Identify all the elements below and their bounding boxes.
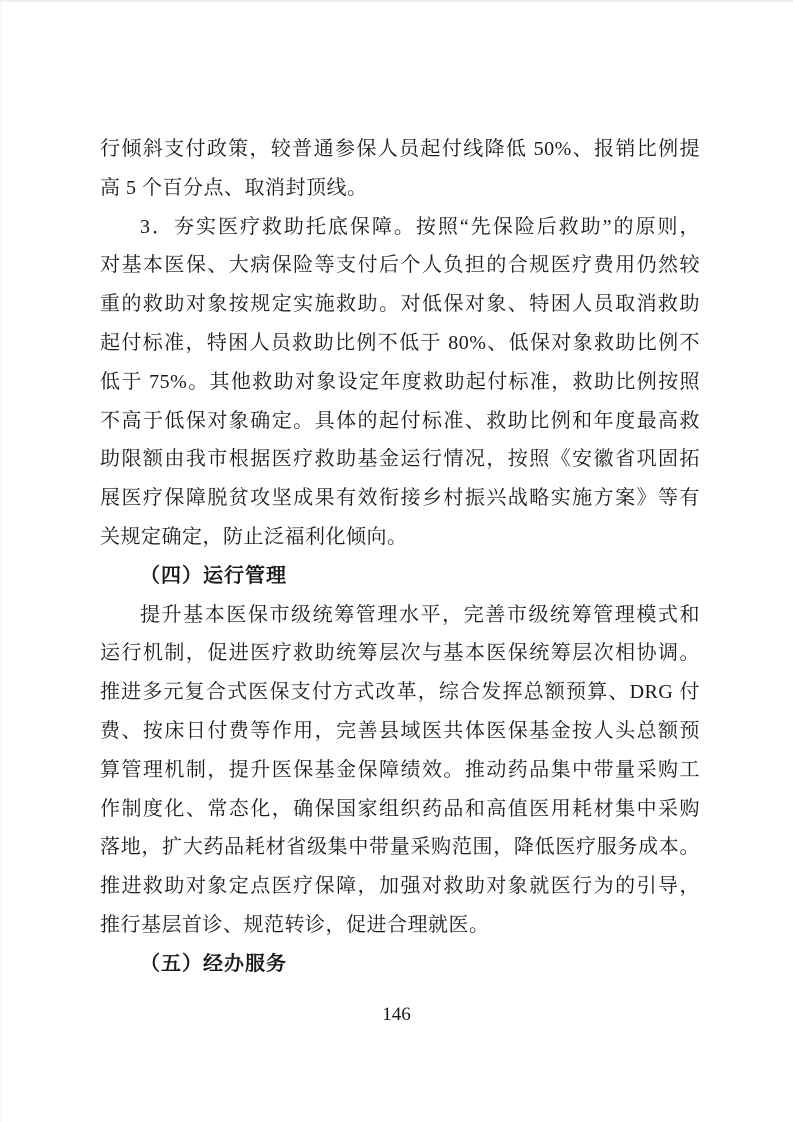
text-line: 不高于低保对象确定。具体的起付标准、救助比例和年度最高救 — [100, 409, 700, 432]
section-heading: （五）经办服务 — [140, 952, 287, 975]
text-line: 落地，扩大药品耗材省级集中带量采购范围，降低医疗服务成本。 — [100, 836, 700, 859]
text-line: 行倾斜支付政策，较普通参保人员起付线降低 50%、报销比例提 — [100, 138, 700, 160]
text-line: 高 5 个百分点、取消封顶线。 — [100, 176, 368, 199]
text-line: 推进多元复合式医保支付方式改革，综合发挥总额预算、DRG 付 — [100, 681, 700, 704]
text-line: 关规定确定，防止泛福利化倾向。 — [100, 525, 408, 548]
document-body — [100, 130, 700, 984]
text-line: 运行机制，促进医疗救助统筹层次与基本医保统筹层次相协调。 — [100, 642, 700, 665]
text-line: 对基本医保、大病保险等支付后个人负担的合规医疗费用仍然较 — [100, 254, 700, 277]
text-line: 提升基本医保市级统筹管理水平，完善市级统筹管理模式和 — [140, 603, 700, 626]
text-line: 推进救助对象定点医疗保障，加强对救助对象就医行为的引导， — [100, 875, 700, 898]
section-heading: （四）运行管理 — [140, 564, 287, 587]
page-footer — [0, 1002, 793, 1028]
text-line: 起付标准，特困人员救助比例不低于 80%、低保对象救助比例不 — [100, 331, 700, 354]
text-line: 重的救助对象按规定实施救助。对低保对象、特困人员取消救助 — [100, 293, 700, 316]
text-line: 费、按床日付费等作用，完善县域医共体医保基金按人头总额预 — [100, 719, 700, 742]
text-line: 推行基层首诊、规范转诊，促进合理就医。 — [100, 913, 490, 936]
text-line: 作制度化、常态化，确保国家组织药品和高值医用耗材集中采购 — [100, 797, 700, 820]
text-line: 展医疗保障脱贫攻坚成果有效衔接乡村振兴战略实施方案》等有 — [100, 487, 700, 510]
text-line: 低于 75%。其他救助对象设定年度救助起付标准，救助比例按照 — [100, 370, 700, 393]
text-line: 助限额由我市根据医疗救助基金运行情况，按照《安徽省巩固拓 — [100, 448, 700, 471]
page-number: 146 — [382, 1004, 411, 1025]
text-line: 3．夯实医疗救助托底保障。按照“先保险后救助”的原则， — [140, 215, 700, 238]
text-line: 算管理机制，提升医保基金保障绩效。推动药品集中带量采购工 — [100, 758, 700, 781]
